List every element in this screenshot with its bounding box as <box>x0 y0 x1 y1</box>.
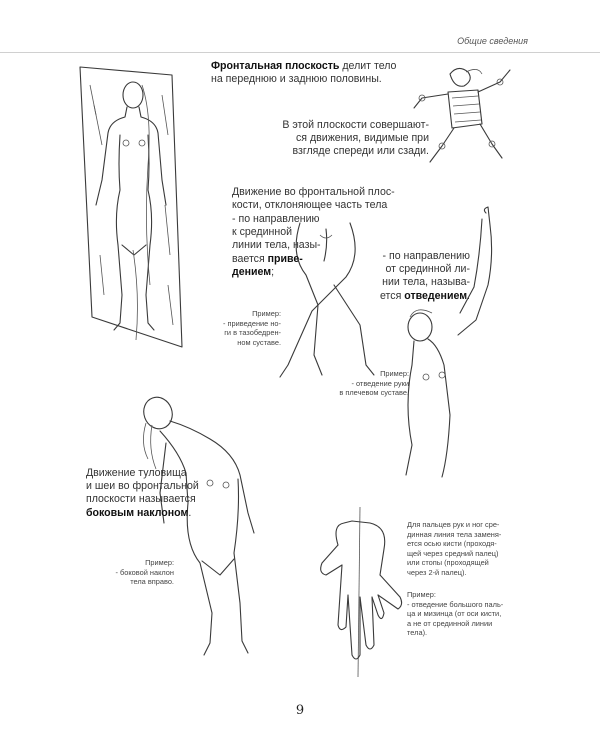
lateral-bend-illustration <box>130 383 280 665</box>
abduction-line-4: ется <box>380 289 405 302</box>
frontal-plane-text <box>211 60 396 86</box>
frontal-plane-figure-illustration <box>70 55 205 350</box>
abduction-line-3: нии тела, называ- <box>382 276 470 289</box>
fingers-note-line-4: щей через средний палец) <box>407 548 499 558</box>
abduction-text <box>380 250 470 303</box>
running-header: Общие сведения <box>457 36 528 46</box>
abduction-term: отведением <box>404 289 468 302</box>
adduction-line-4: вается <box>232 252 268 265</box>
lateral-bend-line-3: плоскости называется <box>86 493 196 506</box>
adduction-line-2: к срединной <box>232 226 293 239</box>
example-torso-line-1: Пример: <box>145 558 174 567</box>
deflection-text <box>232 186 395 212</box>
example-leg-line-4: ном суставе. <box>237 337 281 347</box>
abduction-line-2: от срединной ли- <box>385 263 470 276</box>
abduction-line-1: - по направлению <box>382 250 470 262</box>
example-hand-line-5: тела). <box>407 628 428 638</box>
deflection-line-2: кости, отклоняющее часть тела <box>232 199 388 212</box>
example-leg-line-3: ги в тазобедрен- <box>224 328 281 338</box>
movements-visible-text <box>282 119 429 159</box>
adduction-line-5-end: ; <box>271 265 275 278</box>
example-arm-text <box>339 369 409 398</box>
fingers-note-line-5: или стопы (проходящей <box>407 558 489 568</box>
lateral-bend-line-2: и шеи во фронтальной <box>86 480 199 493</box>
adduction-term-part-2: дением <box>232 265 272 278</box>
example-torso-line-3: тела вправо. <box>130 577 174 587</box>
lateral-bend-text <box>86 467 199 520</box>
fingers-note-line-2: динная линия тела заменя- <box>407 529 502 539</box>
arm-abduction-illustration <box>398 205 498 480</box>
example-arm-line-2: - отведение руки <box>351 378 409 388</box>
example-hand-line-3: ца и мизинца (от оси кисти, <box>407 609 502 619</box>
abduction-line-4-end: . <box>467 289 470 302</box>
hand-axis-illustration <box>318 505 408 680</box>
example-hand-line-2: - отведение большого паль- <box>407 599 504 609</box>
adduction-line-1: - по направлению <box>232 213 320 225</box>
example-torso-line-2: - боковой наклон <box>115 567 174 577</box>
adduction-term-part-1: приве- <box>267 252 303 265</box>
movements-line-2: ся движения, видимые при <box>296 132 429 145</box>
fingers-note-line-6: через 2-й палец). <box>407 567 467 577</box>
adduction-line-3: линии тела, назы- <box>232 239 321 252</box>
header-divider <box>0 52 600 53</box>
example-leg-line-2: - приведение но- <box>223 318 281 328</box>
movements-line-3: взгляде спереди или сзади. <box>292 145 429 158</box>
lateral-bend-end: . <box>188 506 192 519</box>
example-hand-line-1: Пример: <box>407 590 436 599</box>
page-number: 9 <box>295 703 305 718</box>
example-hand-line-4: а не от срединной линии <box>407 618 493 628</box>
adduction-text <box>232 213 321 279</box>
fingers-note-line-1: Для пальцев рук и ног сре- <box>407 520 500 529</box>
lateral-bend-line-1: Движение туловища <box>86 467 187 479</box>
example-arm-line-1: Пример: <box>380 369 409 378</box>
movements-line-1: В этой плоскости совершают- <box>282 119 429 131</box>
example-leg-line-1: Пример: <box>252 309 281 318</box>
example-leg-text <box>223 309 281 347</box>
lateral-bend-term: боковым наклоном <box>86 506 189 519</box>
example-torso-text <box>115 558 174 587</box>
frontal-plane-line-1: делит тело <box>339 60 397 72</box>
example-hand-text <box>407 590 503 638</box>
frontal-plane-line-2: на переднюю и заднюю половины. <box>211 73 382 86</box>
frontal-plane-term: Фронтальная плоскость <box>211 60 340 72</box>
fingers-note-line-3: ется осью кисти (проходя- <box>407 539 497 549</box>
example-arm-line-3: в плечевом суставе. <box>339 388 409 398</box>
fingers-note-text <box>407 520 501 578</box>
deflection-line-1: Движение во фронтальной плос- <box>232 186 395 198</box>
